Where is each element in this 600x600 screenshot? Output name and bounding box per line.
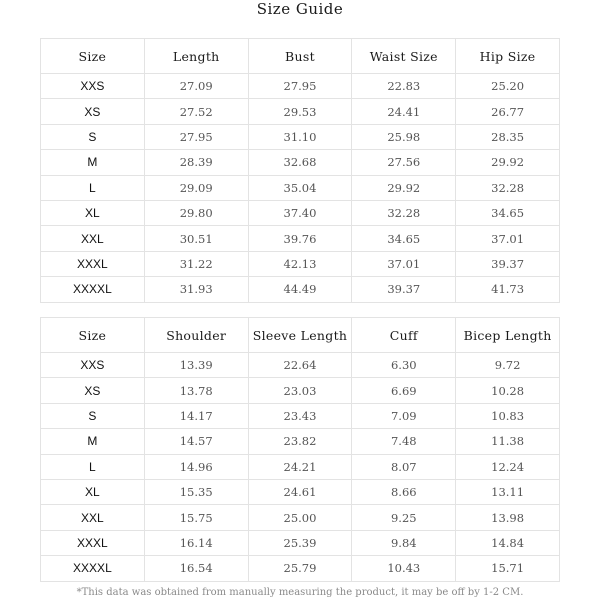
- measurement-cell: 27.95: [248, 74, 352, 99]
- table-row: [41, 251, 560, 276]
- table-row: [41, 479, 560, 504]
- measurement-cell: 42.13: [248, 251, 352, 276]
- measurement-cell: 10.28: [456, 378, 560, 403]
- measurement-cell: 12.24: [456, 454, 560, 479]
- table-row: [41, 99, 560, 124]
- measurement-cell: 14.96: [144, 454, 248, 479]
- measurement-cell: 25.79: [248, 556, 352, 581]
- size-label-cell: M: [41, 429, 145, 454]
- size-label-cell: XXXXL: [41, 277, 145, 302]
- table-row: [41, 74, 560, 99]
- measurement-cell: 7.48: [352, 429, 456, 454]
- measurement-cell: 27.95: [144, 124, 248, 149]
- measurement-cell: 9.25: [352, 505, 456, 530]
- measurement-cell: 31.22: [144, 251, 248, 276]
- measurement-cell: 22.83: [352, 74, 456, 99]
- measurement-cell: 23.82: [248, 429, 352, 454]
- measurement-cell: 28.35: [456, 124, 560, 149]
- measurement-cell: 15.75: [144, 505, 248, 530]
- measurement-cell: 14.57: [144, 429, 248, 454]
- size-label-cell: XL: [41, 479, 145, 504]
- column-header: Bust: [248, 39, 352, 74]
- measurement-cell: 8.07: [352, 454, 456, 479]
- column-header: Size: [41, 318, 145, 353]
- measurement-cell: 32.68: [248, 150, 352, 175]
- size-label-cell: S: [41, 403, 145, 428]
- measurement-cell: 27.52: [144, 99, 248, 124]
- measurement-cell: 23.03: [248, 378, 352, 403]
- measurement-cell: 9.84: [352, 530, 456, 555]
- measurement-cell: 24.61: [248, 479, 352, 504]
- table-row: [41, 277, 560, 302]
- table-row: [41, 226, 560, 251]
- column-header: Bicep Length: [456, 318, 560, 353]
- column-header: Sleeve Length: [248, 318, 352, 353]
- size-label-cell: XS: [41, 378, 145, 403]
- measurement-cell: 30.51: [144, 226, 248, 251]
- measurement-cell: 10.83: [456, 403, 560, 428]
- measurement-cell: 24.41: [352, 99, 456, 124]
- measurement-cell: 31.93: [144, 277, 248, 302]
- measurement-cell: 29.92: [456, 150, 560, 175]
- table-row: [41, 530, 560, 555]
- page-title: Size Guide: [256, 0, 344, 18]
- measurement-cell: 13.39: [144, 353, 248, 378]
- table-row: [41, 353, 560, 378]
- column-header: Size: [41, 39, 145, 74]
- measurement-cell: 8.66: [352, 479, 456, 504]
- table-row: [41, 505, 560, 530]
- measurement-cell: 41.73: [456, 277, 560, 302]
- measurement-cell: 9.72: [456, 353, 560, 378]
- measurement-cell: 31.10: [248, 124, 352, 149]
- measurement-cell: 34.65: [456, 200, 560, 225]
- table-row: [41, 175, 560, 200]
- measurement-cell: 44.49: [248, 277, 352, 302]
- measurement-cell: 32.28: [352, 200, 456, 225]
- measurement-cell: 29.92: [352, 175, 456, 200]
- measurement-cell: 37.01: [456, 226, 560, 251]
- size-label-cell: XXXL: [41, 251, 145, 276]
- table-row: [41, 124, 560, 149]
- table-row: [41, 378, 560, 403]
- measurement-cell: 27.09: [144, 74, 248, 99]
- sleeve-measurements-table: [40, 317, 560, 582]
- table-row: [41, 429, 560, 454]
- column-header: Hip Size: [456, 39, 560, 74]
- measurement-cell: 29.80: [144, 200, 248, 225]
- size-label-cell: XXS: [41, 353, 145, 378]
- size-label-cell: XS: [41, 99, 145, 124]
- measurement-cell: 13.11: [456, 479, 560, 504]
- measurement-cell: 25.39: [248, 530, 352, 555]
- measurement-cell: 28.39: [144, 150, 248, 175]
- column-header: Length: [144, 39, 248, 74]
- measurement-cell: 32.28: [456, 175, 560, 200]
- table-row: [41, 454, 560, 479]
- measurement-cell: 6.69: [352, 378, 456, 403]
- measurement-cell: 39.37: [456, 251, 560, 276]
- size-label-cell: XXXXL: [41, 556, 145, 581]
- size-label-cell: S: [41, 124, 145, 149]
- size-label-cell: XXL: [41, 226, 145, 251]
- measurement-cell: 14.84: [456, 530, 560, 555]
- size-label-cell: XXS: [41, 74, 145, 99]
- table-header-row: [41, 318, 560, 353]
- measurement-cell: 37.01: [352, 251, 456, 276]
- column-header: Waist Size: [352, 39, 456, 74]
- size-label-cell: XXL: [41, 505, 145, 530]
- measurement-cell: 29.53: [248, 99, 352, 124]
- measurement-cell: 11.38: [456, 429, 560, 454]
- measurement-cell: 23.43: [248, 403, 352, 428]
- measurement-cell: 34.65: [352, 226, 456, 251]
- measurement-cell: 25.00: [248, 505, 352, 530]
- measurement-cell: 35.04: [248, 175, 352, 200]
- table-row: [41, 200, 560, 225]
- measurement-cell: 25.98: [352, 124, 456, 149]
- measurement-cell: 29.09: [144, 175, 248, 200]
- column-header: Cuff: [352, 318, 456, 353]
- size-label-cell: L: [41, 454, 145, 479]
- measurement-cell: 25.20: [456, 74, 560, 99]
- measurement-cell: 14.17: [144, 403, 248, 428]
- table-row: [41, 403, 560, 428]
- size-label-cell: M: [41, 150, 145, 175]
- size-label-cell: XL: [41, 200, 145, 225]
- measurement-cell: 39.76: [248, 226, 352, 251]
- column-header: Shoulder: [144, 318, 248, 353]
- body-measurements-table: [40, 38, 560, 303]
- measurement-cell: 16.54: [144, 556, 248, 581]
- measurement-cell: 26.77: [456, 99, 560, 124]
- measurement-cell: 13.98: [456, 505, 560, 530]
- measurement-cell: 24.21: [248, 454, 352, 479]
- measurement-disclaimer: *This data was obtained from manually measuring the product, it may be off by 1-2 CM.: [76, 587, 524, 598]
- measurement-cell: 15.35: [144, 479, 248, 504]
- measurement-cell: 7.09: [352, 403, 456, 428]
- measurement-cell: 39.37: [352, 277, 456, 302]
- measurement-cell: 15.71: [456, 556, 560, 581]
- measurement-cell: 37.40: [248, 200, 352, 225]
- measurement-cell: 16.14: [144, 530, 248, 555]
- size-label-cell: L: [41, 175, 145, 200]
- measurement-cell: 27.56: [352, 150, 456, 175]
- measurement-cell: 13.78: [144, 378, 248, 403]
- table-header-row: [41, 39, 560, 74]
- size-label-cell: XXXL: [41, 530, 145, 555]
- measurement-cell: 22.64: [248, 353, 352, 378]
- measurement-cell: 6.30: [352, 353, 456, 378]
- measurement-cell: 10.43: [352, 556, 456, 581]
- table-row: [41, 150, 560, 175]
- table-row: [41, 556, 560, 581]
